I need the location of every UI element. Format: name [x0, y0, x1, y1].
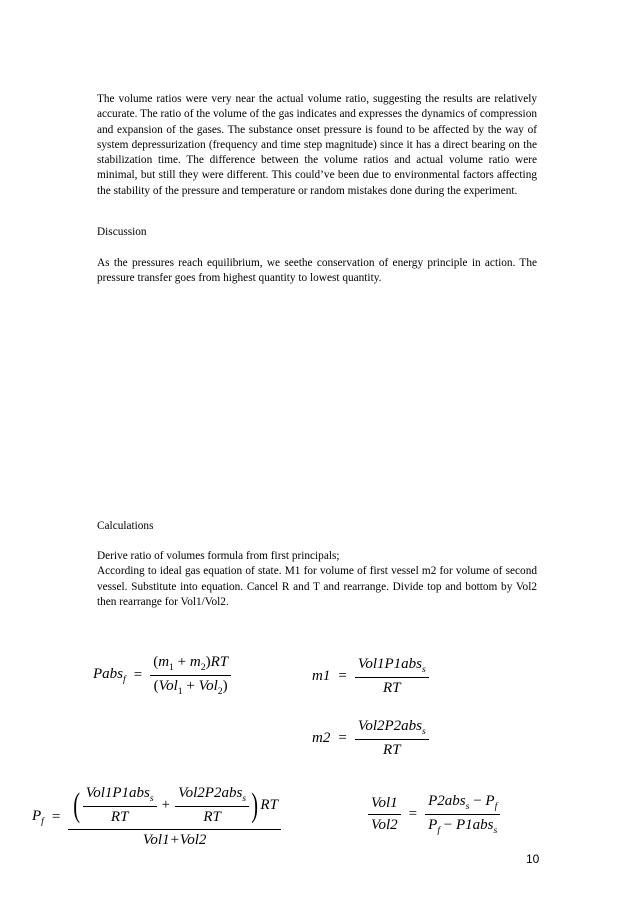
- eq4-fraction: ( $\frac{Vol1P1abs_s}{RT}$ + $\frac{Vol2P2abs_s}{RT}$ ) RT Vol1+Vol2: [68, 785, 281, 849]
- eq1-fraction: $\frac{(m_1 + m_2)RT}{(Vol_1 + Vol_2)}$: [150, 654, 231, 697]
- equation-pf: $P_f$ = ( $\frac{Vol1P1abs_s}{RT}$ + $\frac{Vol2P2abs_s}{RT}$ ) RT Vol1+Vol2: [32, 785, 281, 849]
- eq5-rhs-fraction: $\frac{P2abs_s - P_f}{P_f - P1abs_s}$: [425, 793, 500, 836]
- page-number: 10: [526, 852, 540, 866]
- discussion-text: As the pressures reach equilibrium, we seethe conservation of energy principle in action. The pressure transfer goes from highest quantity to lowest quantity.: [97, 257, 537, 285]
- results-paragraph: [97, 92, 537, 199]
- equation-pabs-f: Pabs$_f$ = $\frac{(m_1 + m_2)RT}{(Vol_1 + Vol_2)}$: [93, 654, 231, 697]
- results-text: The volume ratios were very near the actual volume ratio, suggesting the results are relatively accurate. The ratio of the volume of the gas indicates and expresses the dynamics of compression and expansion of the gases. The substance onset pressure is found to be affected by the way of system depressurization (frequency and time step magnitude) since it has a direct bearing on the stabilization time. The difference between the volume ratios and actual volume ratio were minimal, but still they were different. This could’ve been due to environmental factors affecting the stability of the pressure and temperature or random mistakes done during the experiment.: [97, 93, 537, 197]
- calc-body-text: According to ideal gas equation of state. M1 for volume of first vessel m2 for volume of second vessel. Substitute into equation. Cancel R and T and rearrange. Divide top and bottom by Vol2 then rearrange for Vol1/Vol2.: [97, 565, 537, 608]
- equation-m2: m2 = $\frac{Vol2P2abs_s}{RT}$: [312, 718, 429, 759]
- discussion-paragraph: [97, 256, 537, 287]
- equation-volume-ratio: $\frac{\text{Vol1}}{\text{Vol2}}$ = $\frac{P2abs_s - P_f}{P_f - P1abs_s}$: [368, 793, 500, 836]
- eq1-lhs: Pabs: [93, 666, 123, 682]
- eq3-fraction: $\frac{Vol2P2abs_s}{RT}$: [355, 718, 429, 759]
- equation-m1: m1 = $\frac{Vol1P1abs_s}{RT}$: [312, 656, 429, 697]
- calculations-paragraph: [97, 549, 537, 610]
- eq2-fraction: $\frac{Vol1P1abs_s}{RT}$: [355, 656, 429, 697]
- eq4-lhs: P: [32, 807, 42, 824]
- eq3-lhs: m2: [312, 730, 331, 746]
- eq2-lhs: m1: [312, 668, 331, 684]
- discussion-heading: Discussion: [97, 226, 147, 238]
- calculations-heading: Calculations: [97, 520, 154, 532]
- calc-intro-line: Derive ratio of volumes formula from first principals;: [97, 550, 340, 562]
- eq5-lhs-fraction: $\frac{\text{Vol1}}{\text{Vol2}}$: [368, 795, 401, 834]
